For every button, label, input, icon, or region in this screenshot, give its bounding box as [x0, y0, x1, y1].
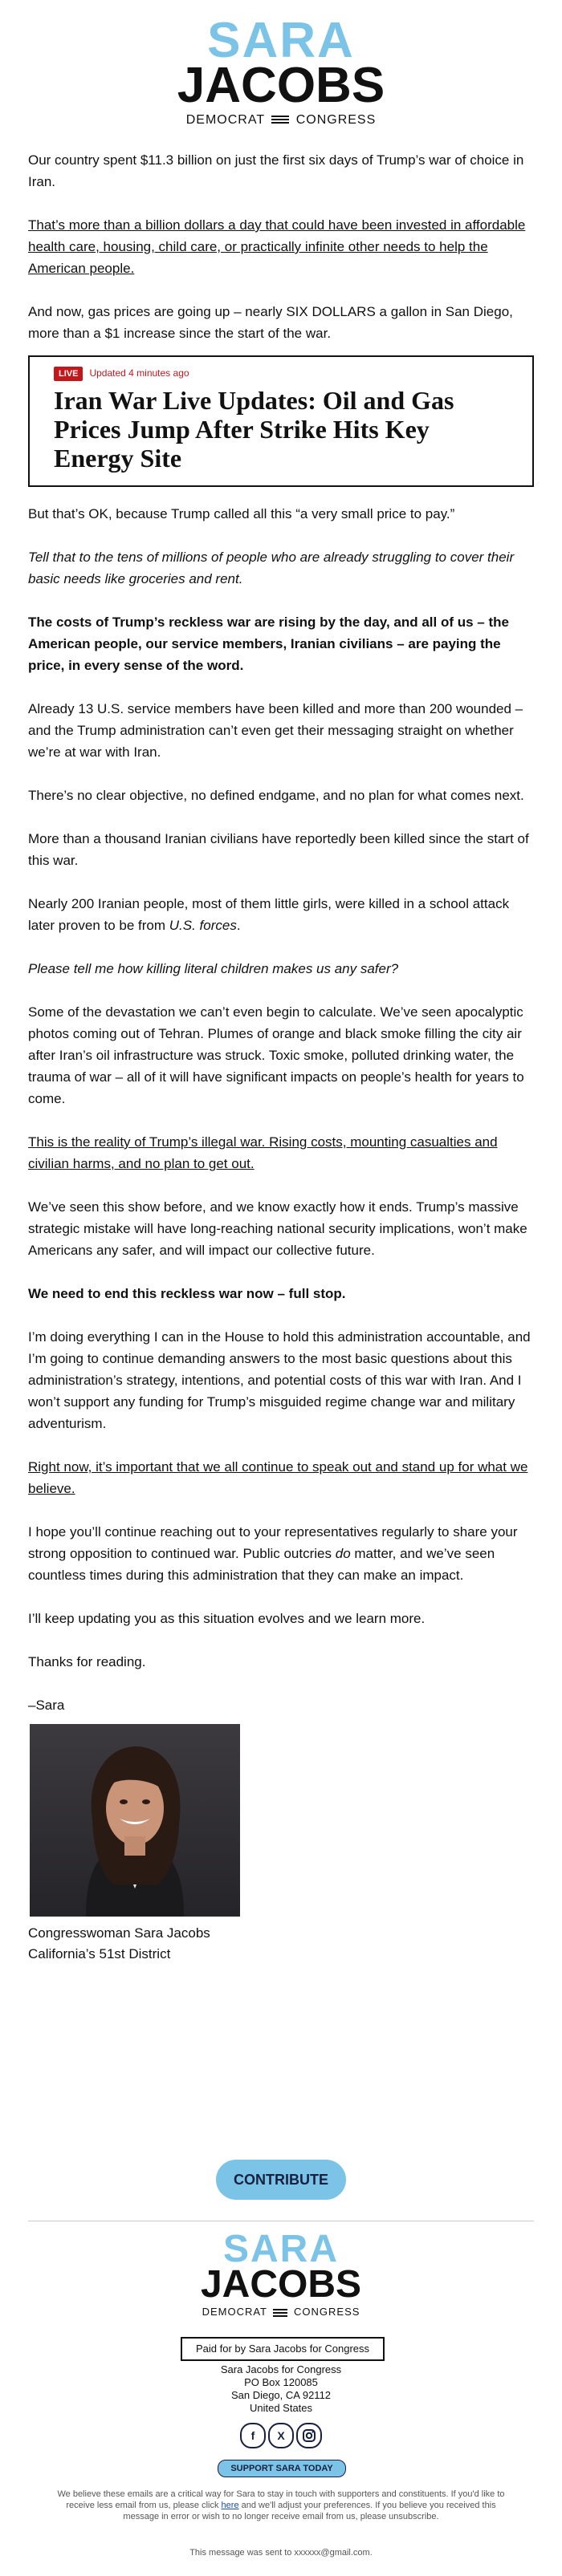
paragraph: Thanks for reading.: [28, 1654, 146, 1669]
mailing-address: [0, 2363, 562, 2415]
paragraph: Already 13 U.S. service members have been killed and more than 200 wounded – and the Trump administration can’t even get their messaging straight on whether we’re at war with Iran.: [28, 701, 523, 760]
live-badge: LIVE: [54, 367, 83, 381]
logo-tagline: [0, 114, 562, 127]
email-body: [28, 149, 534, 1965]
paragraph: I’m doing everything I can in the House to hold this administration accountable, and I’m going to continue demanding answers to the most basic questions about this administration’s strategy, intentions, and potential costs of this war with Iran. And I won’t support any funding for Trump’s misguided regime change war and military adventurism.: [28, 1329, 531, 1431]
support-button[interactable]: SUPPORT SARA TODAY: [218, 2460, 346, 2477]
news-headline: Iran War Live Updates: Oil and Gas Prices Jump After Strike Hits Key Energy Site: [54, 386, 454, 473]
flag-icon: [273, 2309, 287, 2317]
social-links: [240, 2423, 322, 2450]
portrait-photo: [30, 1724, 240, 1917]
text: .: [236, 918, 241, 933]
logo-tagline-left: DEMOCRAT: [185, 113, 265, 127]
news-headline-card[interactable]: [28, 355, 534, 487]
signature-district: California’s 51st District: [28, 1946, 171, 1961]
link-paragraph[interactable]: Right now, it’s important that we all continue to speak out and stand up for what we believe.: [28, 1459, 528, 1496]
paragraph: We’ve seen this show before, and we know exactly how it ends. Trump’s massive strategic mistake will have long-reaching national security implications, won’t make Americans any safer, and will impact our collective future.: [28, 1199, 527, 1258]
paragraph: Some of the devastation we can’t even begin to calculate. We’ve seen apocalyptic photos coming out of Tehran. Plumes of orange and black smoke filling the city air after Iran’s oil infrastructure was struck. Toxic smoke, polluted drinking water, the trauma of war – all of it will have significant impacts on people’s health for years to come.: [28, 1004, 524, 1106]
logo-tagline-left: DEMOCRAT: [202, 2306, 267, 2318]
paragraph: The costs of Trump’s reckless war are rising by the day, and all of us – the American people, our service members, Iranian civilians – are paying the price, in every sense of the word.: [28, 615, 509, 673]
fine-print-text: and we'll adjust your preferences. If you believe you received this message in error or wish to no longer receive email from us, please unsubscribe.: [123, 2501, 496, 2521]
text-italic: U.S. forces: [169, 918, 237, 933]
link-paragraph[interactable]: That’s more than a billion dollars a day that could have been invested in affordable health care, housing, child care, or practically infinite other needs to help the American people.: [28, 217, 526, 276]
paragraph: [28, 1521, 534, 1586]
text: Nearly 200 Iranian people, most of them little girls, were killed in a school attack later proven to be from: [28, 896, 510, 933]
instagram-icon[interactable]: [296, 2423, 322, 2448]
flag-icon: [271, 116, 289, 125]
signature-name: Congresswoman Sara Jacobs: [28, 1925, 210, 1941]
paragraph: Please tell me how killing literal children makes us any safer?: [28, 961, 399, 976]
logo-last-name: JACOBS: [177, 58, 385, 113]
paragraph: Tell that to the tens of millions of people who are already struggling to cover their basic needs like groceries and rent.: [28, 550, 515, 586]
sent-to-notice: This message was sent to xxxxxx@gmail.com.: [189, 2548, 373, 2558]
paragraph: There’s no clear objective, no defined endgame, and no plan for what comes next.: [28, 788, 524, 803]
signoff: –Sara: [28, 1698, 65, 1713]
link-paragraph[interactable]: This is the reality of Trump’s illegal war. Rising costs, mounting casualties and civilian harms, and no plan to get out.: [28, 1134, 498, 1171]
paragraph: [28, 893, 534, 936]
paragraph: Our country spent $11.3 billion on just the first six days of Trump’s war of choice in Iran.: [28, 152, 524, 189]
address-line: San Diego, CA 92112: [230, 2389, 332, 2401]
fine-print: [48, 2489, 514, 2522]
logo-tagline-right: CONGRESS: [295, 113, 377, 127]
contribute-button[interactable]: CONTRIBUTE: [216, 2160, 346, 2200]
logo-tagline: [0, 2306, 562, 2317]
address-line: United States: [249, 2402, 313, 2414]
address-line: Sara Jacobs for Congress: [220, 2363, 342, 2375]
logo-last-name: JACOBS: [200, 2263, 362, 2306]
paragraph: But that’s OK, because Trump called all this “a very small price to pay.”: [28, 506, 455, 521]
paid-for-disclaimer: Paid for by Sara Jacobs for Congress: [181, 2337, 385, 2361]
paragraph: More than a thousand Iranian civilians have reportedly been killed since the start of this war.: [28, 831, 529, 868]
facebook-icon[interactable]: f: [240, 2423, 266, 2448]
fine-print-text: We believe these emails are a critical way for Sara to stay in touch with supporters and constituents. If you'd like to receive less email from us, please click: [57, 2489, 505, 2510]
paragraph: I’ll keep updating you as this situation evolves and we learn more.: [28, 1611, 426, 1626]
paragraph: We need to end this reckless war now – full stop.: [28, 1286, 346, 1301]
header-logo: [0, 13, 562, 127]
footer-logo: [0, 2230, 562, 2317]
updated-timestamp: Updated 4 minutes ago: [89, 367, 189, 379]
address-line: PO Box 120085: [244, 2376, 318, 2388]
text-italic: do: [335, 1546, 351, 1561]
live-meta: [54, 367, 508, 381]
logo-first-name: SARA: [207, 13, 355, 68]
text: matter, and we’ve seen countless times during this administration that they can make an impact.: [28, 1546, 495, 1583]
x-icon[interactable]: X: [268, 2423, 294, 2448]
portrait-image: [30, 1724, 240, 1917]
paragraph: And now, gas prices are going up – nearly SIX DOLLARS a gallon in San Diego, more than a $1 increase since the start of the war.: [28, 304, 513, 341]
signature-block: [28, 1923, 534, 1965]
logo-first-name: SARA: [222, 2228, 339, 2270]
logo-tagline-right: CONGRESS: [294, 2306, 360, 2318]
text: I hope you’ll continue reaching out to your representatives regularly to share your strong opposition to continued war. Public outcries: [28, 1524, 518, 1561]
preferences-link[interactable]: here: [221, 2501, 239, 2510]
instagram-glyph: [298, 2424, 320, 2447]
